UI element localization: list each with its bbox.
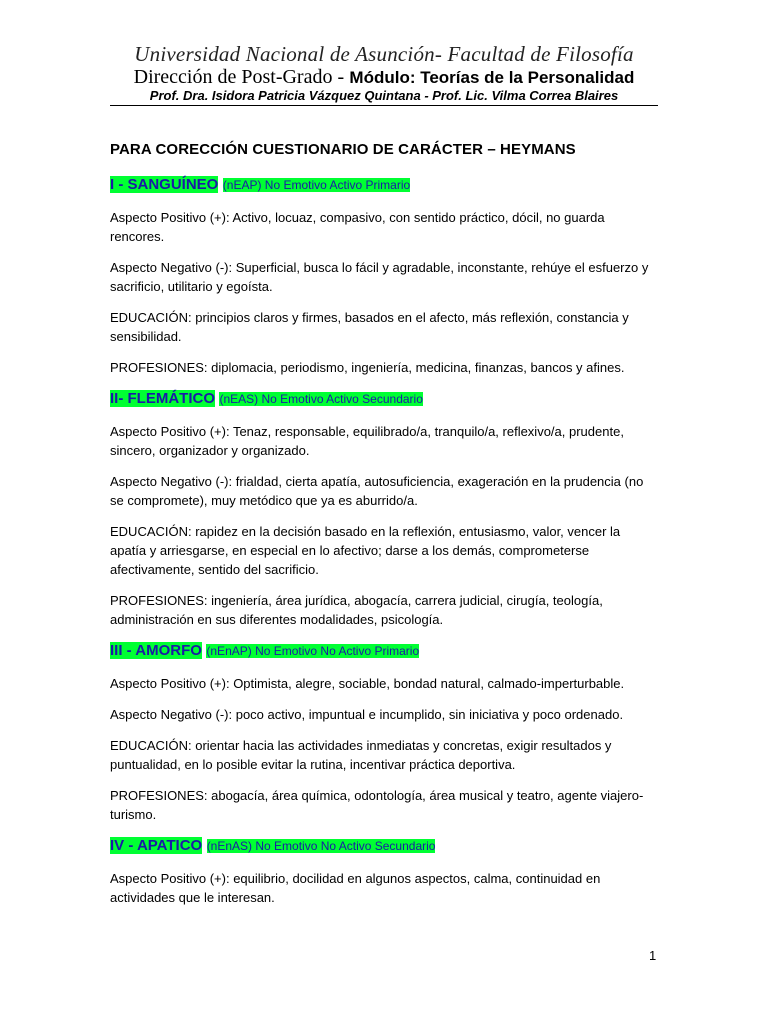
- paragraph-positive: Aspecto Positivo (+): Optimista, alegre, sociable, bondad natural, calmado-imperturbable.: [110, 676, 625, 691]
- document-title: PARA CORECCIÓN CUESTIONARIO DE CARÁCTER – HEYMANS: [110, 141, 576, 158]
- section-sanguineo: [110, 175, 658, 377]
- document-body: [110, 141, 658, 919]
- paragraph-education: EDUCACIÓN: principios claros y firmes, basados en el afecto, más reflexión, constancia y sensibilidad.: [110, 310, 629, 344]
- section-heading: [110, 641, 658, 661]
- section-apatico: [110, 836, 658, 907]
- paragraph-positive: Aspecto Positivo (+): Activo, locuaz, compasivo, con sentido práctico, dócil, no guarda rencores.: [110, 210, 605, 244]
- section-code: (nEAP) No Emotivo Activo Primario: [222, 178, 411, 192]
- page-number: 1: [649, 948, 657, 963]
- module-label: Módulo: Teorías de la Personalidad: [349, 68, 635, 87]
- paragraph-negative: Aspecto Negativo (-): frialdad, cierta apatía, autosuficiencia, exageración en la prudencia (no se compromete), muy metódico que ya es aburrido/a.: [110, 474, 644, 508]
- paragraph-positive: Aspecto Positivo (+): equilibrio, docilidad en algunos aspectos, calma, continuidad en actividades que le interesan.: [110, 871, 601, 905]
- paragraph-professions: PROFESIONES: ingeniería, área jurídica, abogacía, carrera judicial, cirugía, teología, administración en sus diferentes modalidades, psicología.: [110, 593, 603, 627]
- section-name: III - AMORFO: [110, 642, 202, 659]
- section-heading: [110, 389, 658, 409]
- professors-line: Prof. Dra. Isidora Patricia Vázquez Quintana - Prof. Lic. Vilma Correa Blaires: [110, 88, 658, 106]
- section-heading: [110, 175, 658, 195]
- section-heading: [110, 836, 658, 856]
- paragraph-negative: Aspecto Negativo (-): poco activo, impuntual e incumplido, sin iniciativa y poco ordenado.: [110, 707, 624, 722]
- direction-label: Dirección de Post-Grado -: [133, 66, 345, 88]
- university-header: Universidad Nacional de Asunción- Facultad de Filosofía: [134, 42, 634, 66]
- section-code: (nEnAP) No Emotivo No Activo Primario: [206, 644, 420, 658]
- section-flematico: [110, 389, 658, 629]
- section-amorfo: [110, 641, 658, 824]
- paragraph-education: EDUCACIÓN: rapidez en la decisión basado en la reflexión, entusiasmo, valor, vencer la apatía y arriesgarse, en especial en lo afectivo; darse a los demás, comprometerse afectivamente, sentido del sacrificio.: [110, 524, 621, 577]
- section-name: II- FLEMÁTICO: [110, 390, 215, 407]
- section-code: (nEAS) No Emotivo Activo Secundario: [219, 392, 423, 406]
- paragraph-professions: PROFESIONES: abogacía, área química, odontología, área musical y teatro, agente viajero-turismo.: [110, 788, 644, 822]
- paragraph-positive: Aspecto Positivo (+): Tenaz, responsable, equilibrado/a, tranquilo/a, reflexivo/a, prudente, sincero, organizador y organizado.: [110, 424, 624, 458]
- section-name: IV - APATICO: [110, 837, 203, 854]
- paragraph-professions: PROFESIONES: diplomacia, periodismo, ingeniería, medicina, finanzas, bancos y afines.: [110, 360, 625, 375]
- paragraph-negative: Aspecto Negativo (-): Superficial, busca lo fácil y agradable, inconstante, rehúye el esfuerzo y sacrificio, utilitario y egoísta.: [110, 260, 649, 294]
- paragraph-education: EDUCACIÓN: orientar hacia las actividades inmediatas y concretas, exigir resultados y puntualidad, en lo posible evitar la rutina, incentivar práctica deportiva.: [110, 738, 612, 772]
- module-header: [0, 66, 768, 89]
- section-code: (nEnAS) No Emotivo No Activo Secundario: [206, 839, 436, 853]
- section-name: I - SANGUÍNEO: [110, 176, 219, 193]
